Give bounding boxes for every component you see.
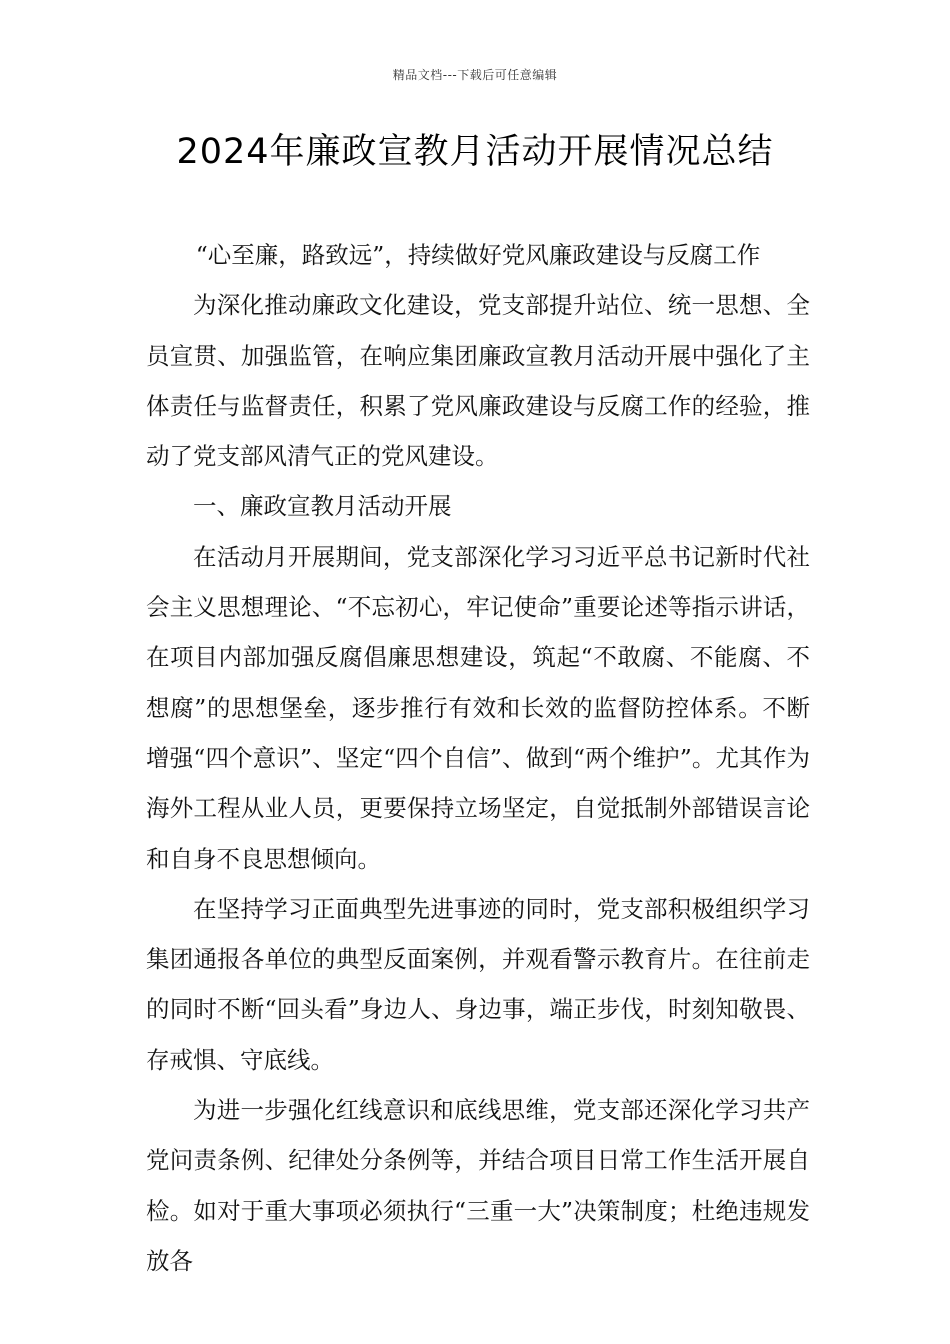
header-note: 精品文档---下载后可任意编辑 (392, 68, 558, 82)
paragraph-cases: 在坚持学习正面典型先进事迹的同时，党支部积极组织学习集团通报各单位的典型反面案例，并观看警示教育片。在往前走的同时不断“回头看”身边人、身边事，端正步伐，时刻知敬畏、存戒惧、守底线。 (146, 894, 810, 1074)
paragraph-redline: 为进一步强化红线意识和底线思维，党支部还深化学习共产党问责条例、纪律处分条例等，并结合项目日常工作生活开展自检。如对于重大事项必须执行“三重一大”决策制度；杜绝违规发放各 (146, 1096, 810, 1275)
paragraph-study: 在活动月开展期间，党支部深化学习习近平总书记新时代社会主义思想理论、“不忘初心，牢记使命”重要论述等指示讲话，在项目内部加强反腐倡廉思想建设，筑起“不敢腐、不能腐、不想腐”的思想堡垒，逐步推行有效和长效的监督防控体系。不断增强“四个意识”、坚定“四个自信”、做到“两个维护”。尤其作为海外工程从业人员，更要保持立场坚定，自觉抵制外部错误言论和自身不良思想倾向。 (146, 542, 810, 873)
page-title: 2024年廉政宣教月活动开展情况总结 (176, 132, 774, 172)
document-body (146, 230, 810, 1286)
subtitle-line: “心至廉，路致远”，持续做好党风廉政建设与反腐工作 (195, 241, 761, 269)
section-heading: 一、廉政宣教月活动开展 (193, 492, 452, 521)
paragraph-intro: 为深化推动廉政文化建设，党支部提升站位、统一思想、全员宣贯、加强监管，在响应集团廉政宣教月活动开展中强化了主体责任与监督责任，积累了党风廉政建设与反腐工作的经验，推动了党支部风清气正的党风建设。 (146, 291, 810, 471)
